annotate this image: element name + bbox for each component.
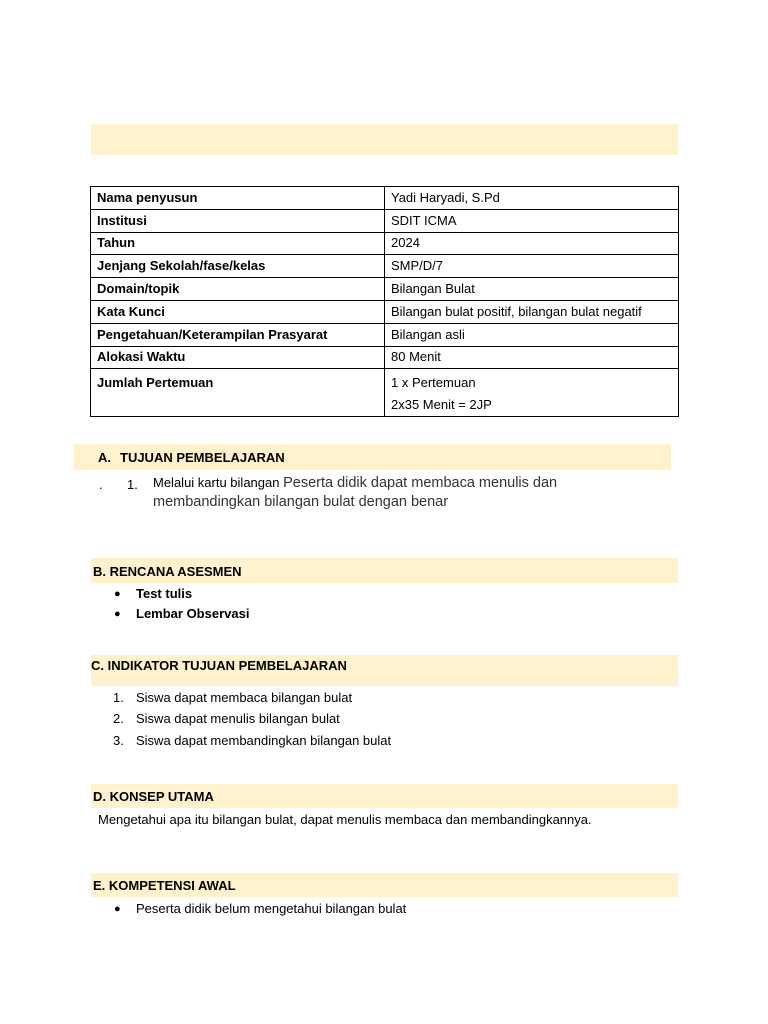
objective-line-1	[153, 475, 557, 491]
main-concept-text: Mengetahui apa itu bilangan bulat, dapat menulis membaca dan membandingkannya.	[98, 812, 592, 827]
table-row	[91, 300, 679, 323]
section-d-title: D. KONSEP UTAMA	[93, 789, 214, 804]
table-label: Tahun	[91, 232, 385, 255]
list-item: Peserta didik belum mengetahui bilangan bulat	[136, 901, 407, 916]
table-value: SMP/D/7	[385, 255, 679, 278]
table-label: Kata Kunci	[91, 300, 385, 323]
list-dot: .	[99, 477, 103, 492]
table-value-line: 1 x Pertemuan	[391, 375, 476, 391]
section-a-title: TUJUAN PEMBELAJARAN	[120, 450, 285, 465]
list-item: Siswa dapat membandingkan bilangan bulat	[136, 733, 392, 748]
objective-main-text: Peserta didik dapat membaca menulis dan	[283, 475, 558, 491]
table-label: Nama penyusun	[91, 187, 385, 210]
list-number: 3.	[113, 733, 124, 748]
list-item: Siswa dapat menulis bilangan bulat	[136, 711, 340, 726]
bullet-icon: ●	[114, 608, 121, 620]
table-value: SDIT ICMA	[385, 209, 679, 232]
section-e-title: E. KOMPETENSI AWAL	[93, 878, 236, 893]
section-b-title: B. RENCANA ASESMEN	[93, 564, 242, 579]
table-label: Domain/topik	[91, 278, 385, 301]
bullet-icon: ●	[114, 903, 121, 915]
objective-line-2: membandingkan bilangan bulat dengan benar	[153, 494, 449, 510]
objective-lead-text: Melalui kartu bilangan	[153, 475, 284, 490]
table-value	[385, 369, 679, 417]
bullet-icon: ●	[114, 588, 121, 600]
list-item: Lembar Observasi	[136, 606, 250, 621]
table-value: Bilangan asli	[385, 323, 679, 346]
table-label: Alokasi Waktu	[91, 346, 385, 369]
table-value: Yadi Haryadi, S.Pd	[385, 187, 679, 210]
table-value: Bilangan bulat positif, bilangan bulat negatif	[385, 300, 679, 323]
table-row	[91, 369, 679, 417]
table-value-line: 2x35 Menit = 2JP	[391, 397, 492, 413]
list-number: 2.	[113, 711, 124, 726]
table-label: Pengetahuan/Keterampilan Prasyarat	[91, 323, 385, 346]
table-row	[91, 232, 679, 255]
table-label: Jenjang Sekolah/fase/kelas	[91, 255, 385, 278]
table-row	[91, 278, 679, 301]
table-row	[91, 346, 679, 369]
list-item: Siswa dapat membaca bilangan bulat	[136, 690, 353, 705]
section-a-letter: A.	[98, 450, 111, 465]
table-label: Institusi	[91, 209, 385, 232]
header-band	[91, 124, 678, 155]
table-row	[91, 187, 679, 210]
table-label-text: Jumlah Pertemuan	[97, 375, 214, 391]
table-row	[91, 323, 679, 346]
list-item: Test tulis	[136, 586, 193, 601]
table-value: 2024	[385, 232, 679, 255]
table-row	[91, 209, 679, 232]
list-number: 1.	[127, 477, 138, 492]
table-value: 80 Menit	[385, 346, 679, 369]
list-number: 1.	[113, 690, 124, 705]
section-c-title: C. INDIKATOR TUJUAN PEMBELAJARAN	[91, 658, 347, 673]
table-label	[91, 369, 385, 417]
table-row	[91, 255, 679, 278]
table-value: Bilangan Bulat	[385, 278, 679, 301]
section-a-heading	[98, 450, 285, 466]
info-table	[90, 186, 679, 417]
